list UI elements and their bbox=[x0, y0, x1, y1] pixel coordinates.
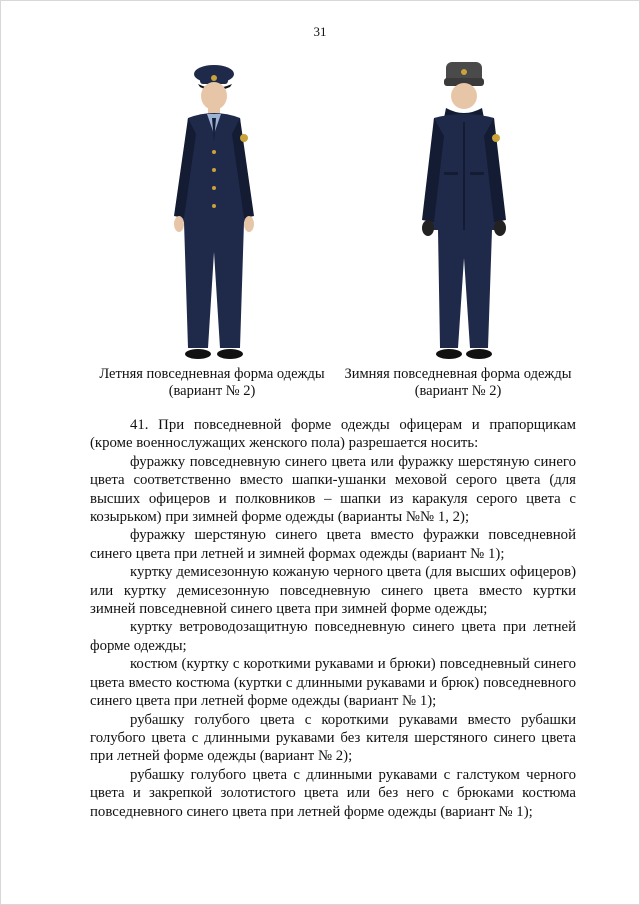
regulation-text bbox=[90, 416, 576, 821]
hat-badge-icon bbox=[461, 69, 467, 75]
page-number: 31 bbox=[313, 24, 327, 39]
paragraph: фуражку шерстяную синего цвета вместо фуражки повседневной синего цвета при летней и зимней формах одежды (вариант № 1); bbox=[90, 527, 576, 562]
paragraph: рубашку голубого цвета с длинными рукавами с галстуком черного цвета и закрепкой золотистого цвета или без него с брюками костюма повседневного синего цвета при летней форме одежды (вариант № 1); bbox=[90, 766, 576, 820]
caption-line: Зимняя повседневная форма одежды bbox=[344, 366, 572, 382]
caption-line: (вариант № 2) bbox=[168, 383, 256, 399]
paragraph: куртку ветроводозащитную повседневную синего цвета при летней форме одежды; bbox=[90, 619, 576, 654]
paragraph: рубашку голубого цвета с короткими рукавами вместо рубашки голубого цвета с длинными рукавами без кителя шерстяного синего цвета при летней форме одежды (вариант № 2); bbox=[90, 711, 576, 765]
paragraph: фуражку повседневную синего цвета или фуражку шерстяную синего цвета соответственно вместо шапки-ушанки меховой серого цвета (для высших офицеров и полковников – шапки из каракуля серого цвета с козырьком) при зимней форме одежды (варианты №№ 1, 2); bbox=[90, 453, 576, 526]
cap-badge-icon bbox=[211, 75, 217, 81]
winter-uniform-caption bbox=[336, 366, 580, 400]
caption-line: Летняя повседневная форма одежды bbox=[99, 366, 325, 382]
sleeve-emblem-icon bbox=[240, 134, 248, 142]
summer-uniform-illustration bbox=[140, 52, 290, 364]
winter-uniform-illustration bbox=[392, 52, 542, 364]
paragraph: 41. При повседневной форме одежды офицерам и прапорщикам (кроме военнослужащих женского пола) разрешается носить: bbox=[90, 417, 576, 452]
paragraph: костюм (куртку с короткими рукавами и брюки) повседневный синего цвета вместо костюма (куртки с длинными рукавами и брюк) повседневного синего цвета при летней форме одежды (вариант № 1); bbox=[90, 656, 576, 710]
summer-uniform-caption bbox=[86, 366, 338, 400]
caption-line: (вариант № 2) bbox=[414, 383, 502, 399]
paragraph: куртку демисезонную кожаную черного цвета (для высших офицеров) или куртку демисезонную повседневную синего цвета вместо куртки зимней повседневной синего цвета при зимней форме одежды; bbox=[90, 564, 576, 618]
sleeve-emblem-icon bbox=[492, 134, 500, 142]
